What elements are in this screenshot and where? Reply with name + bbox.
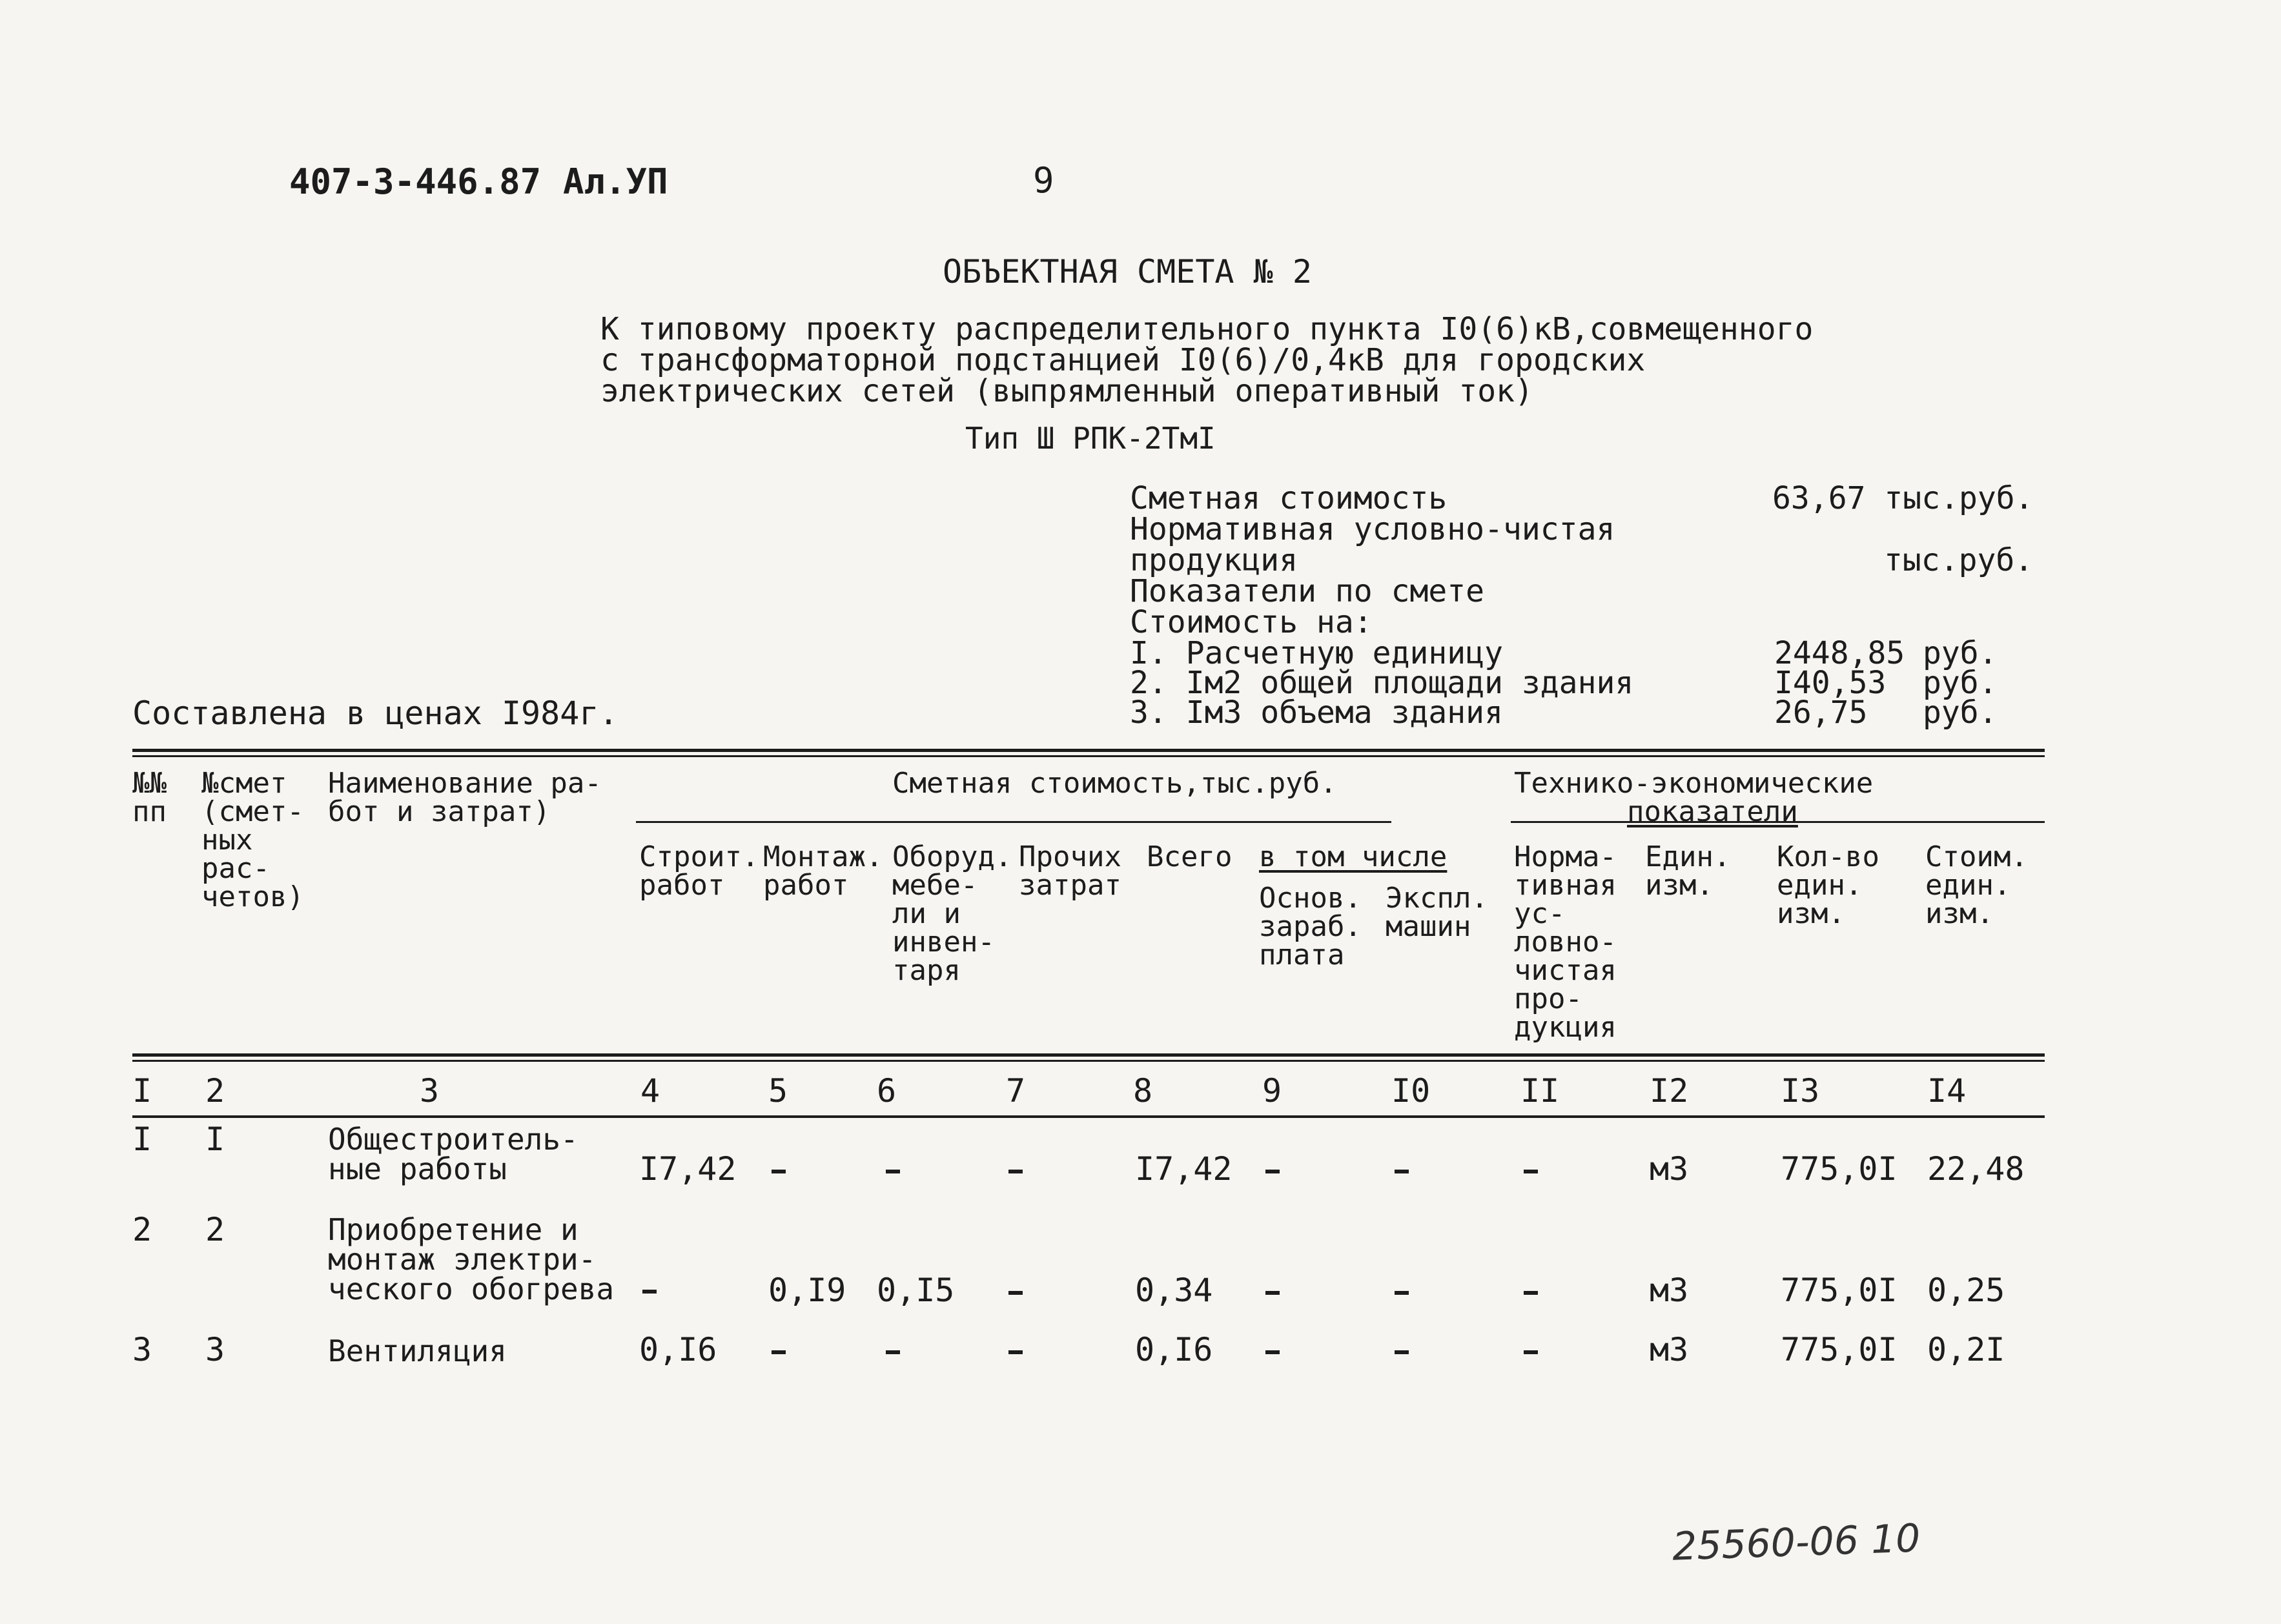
doc-code: 407-3-446.87 [289,161,542,202]
indicator-3-unit: руб. [1923,695,1998,731]
header-other: Прочих затрат [1019,840,1121,902]
table-row-2-construction-dash [642,1290,657,1294]
header-unit-cost: Стоим. един. изм. [1925,840,2028,930]
column-number: 9 [1262,1072,1282,1110]
header-assembly: Монтаж. работ [763,840,883,902]
table-row-3-machines-dash [1395,1350,1409,1354]
page-number: 9 [1033,160,1054,201]
table-row-1-smeta: I [205,1121,225,1158]
table-row-3-number: 3 [132,1331,152,1368]
table-row-2-quantity: 775,0I [1781,1272,1897,1309]
column-number: I [132,1072,152,1110]
table-row-1-number: I [132,1121,152,1158]
indicator-1-value: 2448,85 [1774,635,1905,671]
subtitle-line-3: электрических сетей (выпрямленный оперативный ток) [600,373,1533,409]
table-row-1-construction: I7,42 [639,1150,737,1188]
column-number: I0 [1391,1072,1431,1110]
header-smeta-number: №смет (смет- ных рас- четов) [201,767,304,913]
column-number: 7 [1006,1072,1026,1110]
indicator-2-unit: руб. [1923,665,1998,701]
table-row-1-equipment-dash [886,1170,900,1173]
table-row-3-other-dash [1008,1350,1023,1354]
project-type: Тип Ш РПК-2ТмI [965,421,1216,456]
column-number: 6 [877,1072,897,1110]
column-number: II [1520,1072,1560,1110]
header-unit: Един. изм. [1645,840,1731,902]
indicator-1-unit: руб. [1923,635,1998,671]
header-bottom-rule [132,1053,2045,1057]
header-work-name: Наименование ра- бот и затрат) [328,767,602,828]
table-row-2-machines-dash [1395,1291,1409,1295]
prices-note: Составлена в ценах I984г. [132,695,619,732]
table-row-2-name: Приобретение и монтаж электри- ческого обогрева [328,1212,615,1306]
table-row-3-assembly-dash [772,1350,786,1354]
estimated-cost-value: 63,67 тыс.руб. [1772,480,2034,516]
table-row-3-equipment-dash [886,1350,900,1354]
table-row-3-name: Вентиляция [328,1334,507,1368]
table-row-1-assembly-dash [772,1170,786,1173]
column-number: 8 [1133,1072,1153,1110]
column-number: 5 [768,1072,788,1110]
table-row-1-salary-dash [1265,1170,1280,1173]
table-row-1-other-dash [1008,1170,1023,1173]
header-construction: Строит. работ [639,840,759,902]
table-row-1-normative-dash [1524,1170,1538,1173]
column-number: 2 [205,1072,225,1110]
table-row-2-other-dash [1008,1291,1023,1295]
column-numbers-rule [132,1115,2045,1118]
album-label: Ал.УП [563,161,668,202]
column-number: I4 [1927,1072,1967,1110]
header-normative-product: Норма- тивная ус- ловно- чистая про- дукция [1514,840,1617,1044]
table-row-2-unit: м3 [1650,1272,1689,1309]
header-including: в том числе [1259,840,1447,873]
indicator-2-label: 2. Iм2 общей площади здания [1130,665,1634,701]
table-row-3-total: 0,I6 [1135,1331,1213,1368]
table-row-2-smeta: 2 [205,1211,225,1248]
table-row-2-unit-cost: 0,25 [1927,1272,2005,1309]
column-number: 4 [640,1072,660,1110]
header-total: Всего [1147,840,1233,873]
table-row-1-name: Общестроитель- ные работы [328,1122,578,1186]
estimated-cost-label: Сметная стоимость [1130,480,1447,516]
indicator-3-value: 26,75 [1774,695,1868,731]
table-row-3-smeta: 3 [205,1331,225,1368]
table-row-2-total: 0,34 [1135,1272,1213,1309]
table-row-2-normative-dash [1524,1291,1538,1295]
header-tech-group-1: Технико-экономические [1514,767,1874,800]
table-row-3-quantity: 775,0I [1781,1331,1897,1368]
table-row-3-construction: 0,I6 [639,1331,717,1368]
table-row-2-equipment: 0,I5 [877,1272,955,1309]
header-tech-group-2: показатели [1627,795,1798,828]
table-row-3-unit-cost: 0,2I [1927,1331,2005,1368]
handwritten-note: 25560-06 10 [1671,1516,1921,1570]
normative-value: тыс.руб. [1884,542,2034,578]
subtitle-line-1: К типовому проекту распределительного пункта I0(6)кВ,совмещенного [600,311,1814,347]
indicator-2-value: I40,53 [1774,665,1887,701]
indicators-label: Показатели по смете [1130,573,1485,609]
table-row-2-number: 2 [132,1211,152,1248]
table-row-1-unit-cost: 22,48 [1927,1150,2025,1188]
header-bottom-rule-2 [132,1060,2045,1062]
table-row-1-total: I7,42 [1135,1150,1233,1188]
indicator-3-label: 3. Iм3 объема здания [1130,695,1503,731]
table-top-rule [132,749,2045,752]
subtitle-line-2: с трансформаторной подстанцией I0(6)/0,4кВ для городских [600,342,1646,378]
table-row-1-machines-dash [1395,1170,1409,1173]
document-title: ОБЪЕКТНАЯ СМЕТА № 2 [943,253,1312,290]
column-number: I2 [1650,1072,1689,1110]
cost-group-rule [636,821,1391,823]
cost-on-label: Стоимость на: [1130,604,1373,640]
header-equipment: Оборуд. мебе- ли и инвен- таря [892,840,1012,987]
column-number: 3 [420,1072,440,1110]
header-quantity: Кол-во един. изм. [1777,840,1879,930]
table-row-1-quantity: 775,0I [1781,1150,1897,1188]
table-row-1-unit: м3 [1650,1150,1689,1188]
header-row-number: №№ пп [132,767,167,828]
normative-label-1: Нормативная условно-чистая [1130,511,1615,547]
table-row-2-salary-dash [1265,1291,1280,1295]
header-base-salary: Основ. зараб. плата [1259,882,1362,971]
header-machines: Экспл. машин [1386,882,1488,943]
table-row-3-normative-dash [1524,1350,1538,1354]
header-cost-group: Сметная стоимость,тыс.руб. [892,767,1337,800]
table-row-3-unit: м3 [1650,1331,1689,1368]
normative-label-2: продукция [1130,542,1298,578]
table-row-2-assembly: 0,I9 [768,1272,846,1309]
table-top-rule-2 [132,755,2045,757]
table-row-3-salary-dash [1265,1350,1280,1354]
indicator-1-label: I. Расчетную единицу [1130,635,1503,671]
column-number: I3 [1781,1072,1820,1110]
